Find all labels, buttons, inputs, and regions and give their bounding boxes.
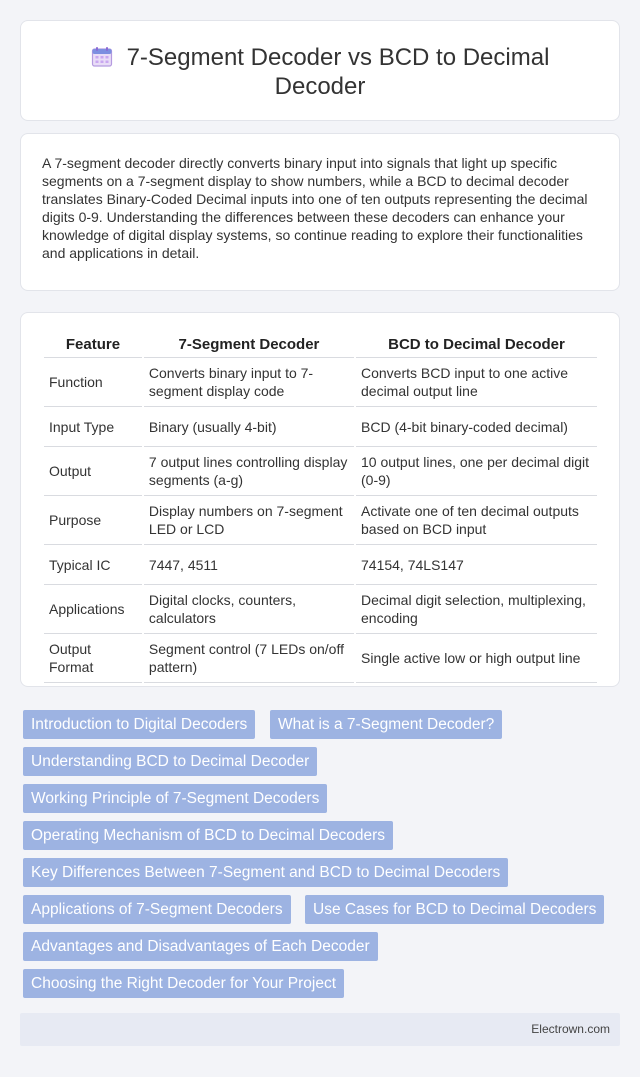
tag-what-is-7-segment-decoder[interactable]: What is a 7-Segment Decoder? [270,710,502,739]
table-row [44,358,597,407]
tag-advantages-disadvantages[interactable]: Advantages and Disadvantages of Each Decoder [23,932,378,961]
tag-applications-7-segment[interactable]: Applications of 7-Segment Decoders [23,895,291,924]
intro-paragraph: A 7-segment decoder directly converts binary input into signals that light up specific segments on a 7-segment display to show numbers, while a BCD to decimal decoder translates Binary-Coded Decimal inputs into one of ten outputs representing the decimal digits 0-9. Understanding the differences between these decoders can enhance your knowledge of digital display systems, so continue reading to explore their functionalities and applications in detail. [42,155,588,261]
tag-understanding-bcd-decoder[interactable]: Understanding BCD to Decimal Decoder [23,747,317,776]
tag-working-principle-7-segment[interactable]: Working Principle of 7-Segment Decoders [23,784,327,813]
table-cell-bcd: Converts BCD input to one active decimal output line [356,358,597,407]
table-row [44,447,597,496]
table-cell-7-segment: Segment control (7 LEDs on/off pattern) [144,634,354,683]
table-row [44,545,597,585]
table-cell-7-segment: 7447, 4511 [144,545,354,585]
table-cell-7-segment: Converts binary input to 7-segment display code [144,358,354,407]
table-row [44,407,597,447]
tag-operating-mechanism-bcd[interactable]: Operating Mechanism of BCD to Decimal Decoders [23,821,393,850]
table-cell-bcd: BCD (4-bit binary-coded decimal) [356,407,597,447]
table-cell-feature: Output [44,447,142,496]
table-header-7-segment: 7-Segment Decoder [144,333,354,358]
table-cell-feature: Input Type [44,407,142,447]
page-title-text: 7-Segment Decoder vs BCD to Decimal Decoder [126,44,550,100]
comparison-table [42,333,599,683]
table-cell-bcd: Activate one of ten decimal outputs based on BCD input [356,496,597,545]
tag-use-cases-bcd[interactable]: Use Cases for BCD to Decimal Decoders [305,895,604,924]
table-cell-feature: Function [44,358,142,407]
table-cell-feature: Purpose [44,496,142,545]
tag-key-differences[interactable]: Key Differences Between 7-Segment and BCD to Decimal Decoders [23,858,508,887]
table-cell-7-segment: Binary (usually 4-bit) [144,407,354,447]
table-header-bcd: BCD to Decimal Decoder [356,333,597,358]
table-cell-feature: Output Format [44,634,142,683]
comparison-table-card [20,312,620,687]
table-cell-bcd: 74154, 74LS147 [356,545,597,585]
tag-introduction-to-digital-decoders[interactable]: Introduction to Digital Decoders [23,710,255,739]
table-cell-feature: Applications [44,585,142,634]
table-row [44,585,597,634]
table-cell-bcd: Decimal digit selection, multiplexing, encoding [356,585,597,634]
tag-choosing-right-decoder[interactable]: Choosing the Right Decoder for Your Project [23,969,344,998]
title-card [20,20,620,121]
table-row [44,634,597,683]
table-cell-7-segment: Display numbers on 7-segment LED or LCD [144,496,354,545]
page-title [21,43,619,101]
table-header-feature: Feature [44,333,142,358]
table-header-row [44,333,597,358]
table-cell-7-segment: 7 output lines controlling display segments (a-g) [144,447,354,496]
calendar-icon [91,46,113,68]
footer [20,1013,620,1046]
footer-site-name: Electrown.com [531,1022,610,1036]
table-row [44,496,597,545]
table-cell-7-segment: Digital clocks, counters, calculators [144,585,354,634]
table-cell-bcd: 10 output lines, one per decimal digit (0-9) [356,447,597,496]
intro-card [20,133,620,291]
table-cell-feature: Typical IC [44,545,142,585]
table-cell-bcd: Single active low or high output line [356,634,597,683]
